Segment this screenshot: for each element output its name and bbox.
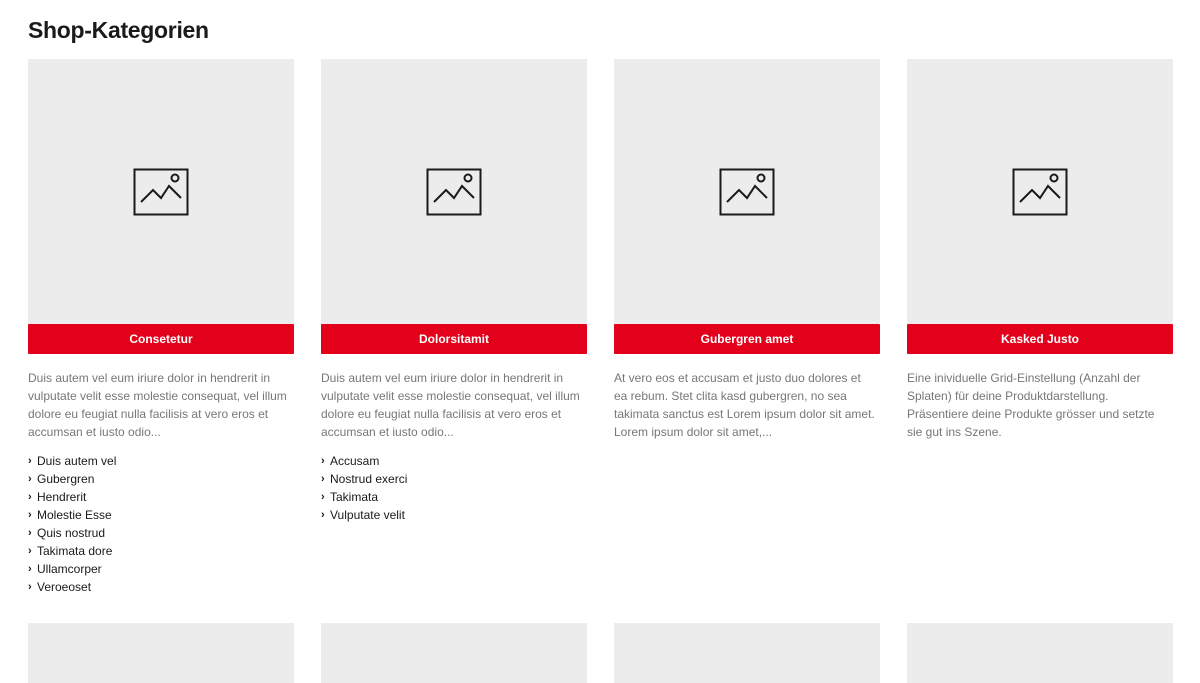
subcategory-link[interactable]	[28, 542, 294, 560]
subcategory-label: Gubergren	[37, 472, 95, 486]
category-card	[614, 59, 880, 596]
category-card	[907, 623, 1173, 683]
category-card	[907, 59, 1173, 596]
subcategory-label: Molestie Esse	[37, 508, 112, 522]
chevron-right-icon: ›	[321, 473, 325, 485]
chevron-right-icon: ›	[28, 581, 32, 593]
chevron-right-icon: ›	[28, 509, 32, 521]
category-image[interactable]	[28, 623, 294, 683]
subcategory-link[interactable]	[321, 506, 587, 524]
category-card	[28, 59, 294, 596]
subcategory-label: Takimata dore	[37, 544, 113, 558]
chevron-right-icon: ›	[321, 491, 325, 503]
subcategory-label: Nostrud exerci	[330, 472, 408, 486]
subcategory-link[interactable]	[28, 560, 294, 578]
subcategory-link[interactable]	[28, 470, 294, 488]
category-card	[28, 623, 294, 683]
subcategory-label: Ullamcorper	[37, 562, 102, 576]
subcategory-link[interactable]	[28, 506, 294, 524]
subcategory-list	[28, 452, 294, 596]
image-placeholder-icon	[1012, 168, 1068, 216]
subcategory-link[interactable]	[28, 452, 294, 470]
chevron-right-icon: ›	[28, 563, 32, 575]
category-image[interactable]	[907, 623, 1173, 683]
image-placeholder-icon	[426, 168, 482, 216]
page-title: Shop-Kategorien	[28, 17, 209, 43]
category-grid-row-2	[28, 623, 1173, 683]
chevron-right-icon: ›	[321, 509, 325, 521]
category-title-button[interactable]: Gubergren amet	[614, 324, 880, 354]
category-card	[321, 59, 587, 596]
subcategory-label: Vulputate velit	[330, 508, 405, 522]
category-image[interactable]	[321, 623, 587, 683]
subcategory-label: Accusam	[330, 454, 380, 468]
subcategory-link[interactable]	[28, 524, 294, 542]
image-placeholder-icon	[133, 168, 189, 216]
category-card	[614, 623, 880, 683]
chevron-right-icon: ›	[321, 455, 325, 467]
category-description: At vero eos et accusam et justo duo dolores et ea rebum. Stet clita kasd gubergren, no sea takimata sanctus est Lorem ipsum dolor sit amet. Lorem ipsum dolor sit amet,...	[614, 371, 875, 439]
subcategory-link[interactable]	[321, 452, 587, 470]
subcategory-link[interactable]	[28, 578, 294, 596]
chevron-right-icon: ›	[28, 473, 32, 485]
category-description: Duis autem vel eum iriure dolor in hendrerit in vulputate velit esse molestie consequat, vel illum dolore eu feugiat nulla facilisis at vero eros et accumsan et iusto odio...	[321, 371, 580, 439]
category-image[interactable]	[614, 59, 880, 324]
category-image[interactable]	[614, 623, 880, 683]
category-title-button[interactable]: Dolorsitamit	[321, 324, 587, 354]
category-description: Eine inividuelle Grid-Einstellung (Anzahl der Splaten) für deine Produktdarstellung. Präsentiere deine Produkte grösser und setzte sie gut ins Szene.	[907, 371, 1155, 439]
subcategory-label: Quis nostrud	[37, 526, 106, 540]
subcategory-label: Duis autem vel	[37, 454, 117, 468]
subcategory-label: Takimata	[330, 490, 379, 504]
category-image[interactable]	[28, 59, 294, 324]
subcategory-label: Hendrerit	[37, 490, 87, 504]
category-title-button[interactable]: Kasked Justo	[907, 324, 1173, 354]
subcategory-link[interactable]	[321, 488, 587, 506]
subcategory-list	[321, 452, 587, 524]
category-grid	[28, 59, 1173, 596]
category-title-button[interactable]: Consetetur	[28, 324, 294, 354]
category-image[interactable]	[907, 59, 1173, 324]
subcategory-label: Veroeoset	[37, 580, 92, 594]
category-description: Duis autem vel eum iriure dolor in hendrerit in vulputate velit esse molestie consequat, vel illum dolore eu feugiat nulla facilisis at vero eros et accumsan et iusto odio...	[28, 371, 287, 439]
category-card	[321, 623, 587, 683]
chevron-right-icon: ›	[28, 527, 32, 539]
subcategory-link[interactable]	[321, 470, 587, 488]
subcategory-link[interactable]	[28, 488, 294, 506]
chevron-right-icon: ›	[28, 455, 32, 467]
chevron-right-icon: ›	[28, 491, 32, 503]
chevron-right-icon: ›	[28, 545, 32, 557]
category-image[interactable]	[321, 59, 587, 324]
image-placeholder-icon	[719, 168, 775, 216]
